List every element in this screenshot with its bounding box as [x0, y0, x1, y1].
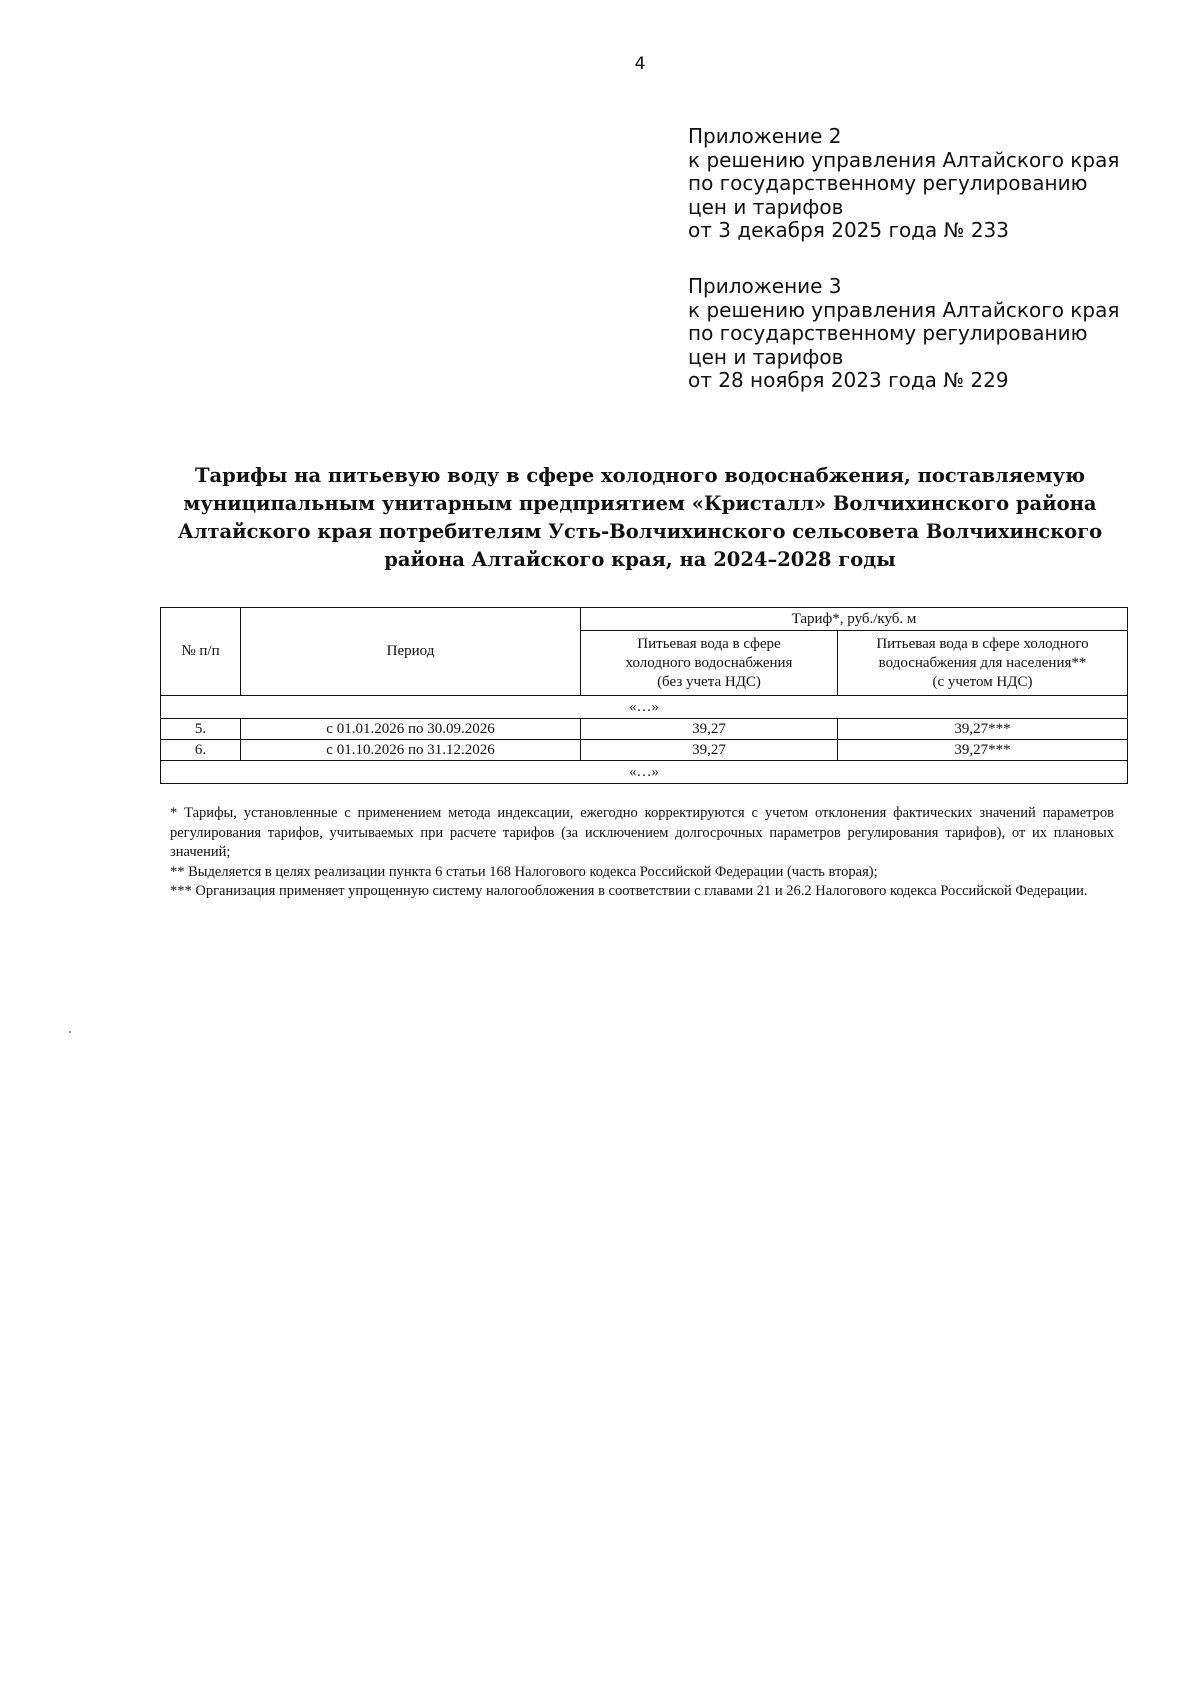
table-header-row [161, 608, 1128, 631]
cell-no-vat: 39,27 [581, 740, 838, 761]
header-with-vat [838, 631, 1128, 696]
appendix-2-line: от 3 декабря 2025 года № 233 [688, 218, 1009, 242]
appendix-2-line: к решению управления Алтайского края [688, 147, 1120, 172]
cell-no-vat: 39,27 [581, 719, 838, 740]
header-period: Период [241, 608, 581, 696]
appendix-3-header [688, 275, 1188, 393]
header-with-vat-line: (с учетом НДС) [932, 673, 1033, 690]
document-title [160, 462, 1120, 574]
title-line: муниципальным унитарным предприятием «Кристалл» Волчихинского района [183, 492, 1097, 515]
appendix-3-line: от 28 ноября 2023 года № 229 [688, 368, 1009, 392]
cell-number: 5. [161, 719, 241, 740]
footnotes [170, 804, 1114, 902]
header-no-vat-line: (без учета НДС) [657, 673, 761, 690]
appendix-2-line: цен и тарифов [688, 194, 844, 219]
footnote-3: *** Организация применяет упрощенную систему налогообложения в соответствии с главами 21 и 26.2 Налогового кодекса Российской Федерации. [170, 883, 1088, 899]
header-no-vat-line: Питьевая вода в сфере [637, 635, 781, 652]
page-number: 4 [634, 54, 646, 74]
footnote-2: ** Выделяется в целях реализации пункта 6 статьи 168 Налогового кодекса Российской Федерации (часть вторая); [170, 863, 878, 880]
appendix-3-line: по государственному регулированию [688, 321, 1088, 345]
table-row [161, 719, 1128, 740]
table-ellipsis-row [161, 761, 1128, 784]
appendix-3-line: цен и тарифов [688, 344, 844, 369]
cell-period: с 01.10.2026 по 31.12.2026 [241, 740, 581, 761]
scan-speck [69, 1031, 71, 1033]
ellipsis-cell: «…» [161, 696, 1128, 719]
appendix-2-line: Приложение 2 [688, 124, 842, 148]
header-with-vat-line: Питьевая вода в сфере холодного [876, 635, 1089, 652]
cell-with-vat: 39,27*** [838, 719, 1128, 740]
title-line: Алтайского края потребителям Усть-Волчихинского сельсовета Волчихинского [177, 520, 1103, 543]
cell-with-vat: 39,27*** [838, 740, 1128, 761]
table-ellipsis-row [161, 696, 1128, 719]
header-with-vat-line: водоснабжения для населения** [878, 654, 1087, 671]
appendix-3-line: Приложение 3 [688, 274, 842, 298]
appendix-2-line: по государственному регулированию [688, 171, 1088, 195]
tariff-table [160, 607, 1128, 784]
title-line: Тарифы на питьевую воду в сфере холодного водоснабжения, поставляемую [195, 464, 1085, 487]
footnote-1: * Тарифы, установленные с применением метода индексации, ежегодно корректируются с учетом отклонения фактических значений параметров регулирования тарифов, учитываемых при расчете тарифов (за исключением долгосрочных параметров регулирования тарифов), от их плановых значений; [170, 805, 1114, 860]
cell-number: 6. [161, 740, 241, 761]
table-row [161, 740, 1128, 761]
ellipsis-cell: «…» [161, 761, 1128, 784]
header-no-vat [581, 631, 838, 696]
header-tariff-group: Тариф*, руб./куб. м [581, 608, 1128, 631]
header-no-vat-line: холодного водоснабжения [625, 654, 793, 671]
cell-period: с 01.01.2026 по 30.09.2026 [241, 719, 581, 740]
appendix-2-header [688, 125, 1188, 243]
appendix-3-line: к решению управления Алтайского края [688, 297, 1120, 322]
header-number: № п/п [161, 608, 241, 696]
title-line: района Алтайского края, на 2024–2028 годы [384, 548, 896, 571]
